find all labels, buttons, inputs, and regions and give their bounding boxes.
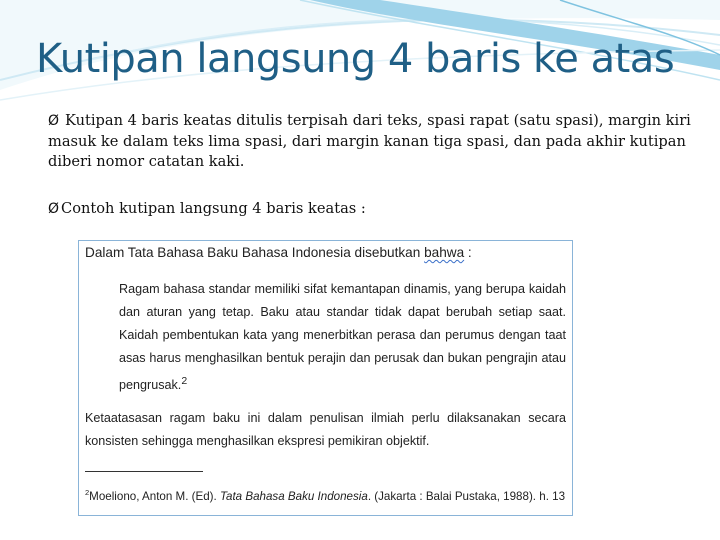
footnote: $^2$Moeliono, Anton M. (Ed). Tata Bahasa Baku Indonesia. (Jakarta : Balai Pustaka, 1988). h. 13 — [85, 488, 566, 503]
bullet-item — [48, 199, 716, 220]
excerpt-intro: Dalam Tata Bahasa Baku Bahasa Indonesia disebutkan bahwa : — [85, 245, 472, 260]
bullet-item — [48, 111, 716, 173]
arrow-bullet-icon: Ø — [48, 201, 60, 217]
block-quotation: Ragam bahasa standar memiliki sifat kemantapan dinamis, yang berupa kaidah dan aturan yang tetap. Baku atau standar tidak dapat berubah setiap saat. Kaidah pembentukan kata yang menerbitkan perasa dan perumus dengan taat asas harus menghasilkan bentuk perajin dan perusak dan bukan pengrajin atau pengrusak.$^2$ — [119, 282, 566, 393]
arrow-bullet-icon: Ø — [48, 113, 60, 129]
excerpt-followup-text: Ketaatasasan ragam baku ini dalam penulisan ilmiah perlu dilaksanakan secara konsisten sehingga menghasilkan ekspresi pemikiran objektif. — [85, 411, 566, 448]
bullet-text: Kutipan 4 baris keatas ditulis terpisah dari teks, spasi rapat (satu spasi), margin kiri masuk ke dalam teks lima spasi, dari margin kanan tiga spasi, dan pada akhir kutipan diberi nomor catatan kaki. — [48, 112, 691, 170]
footnote-separator — [85, 471, 203, 472]
quotation-example-image — [78, 240, 573, 516]
bullet-text: Contoh kutipan langsung 4 baris keatas : — [61, 200, 366, 217]
footnote-marker: 2 — [181, 375, 188, 387]
slide-title: Kutipan langsung 4 baris ke atas — [36, 36, 675, 82]
spellcheck-word: bahwa — [424, 245, 465, 260]
